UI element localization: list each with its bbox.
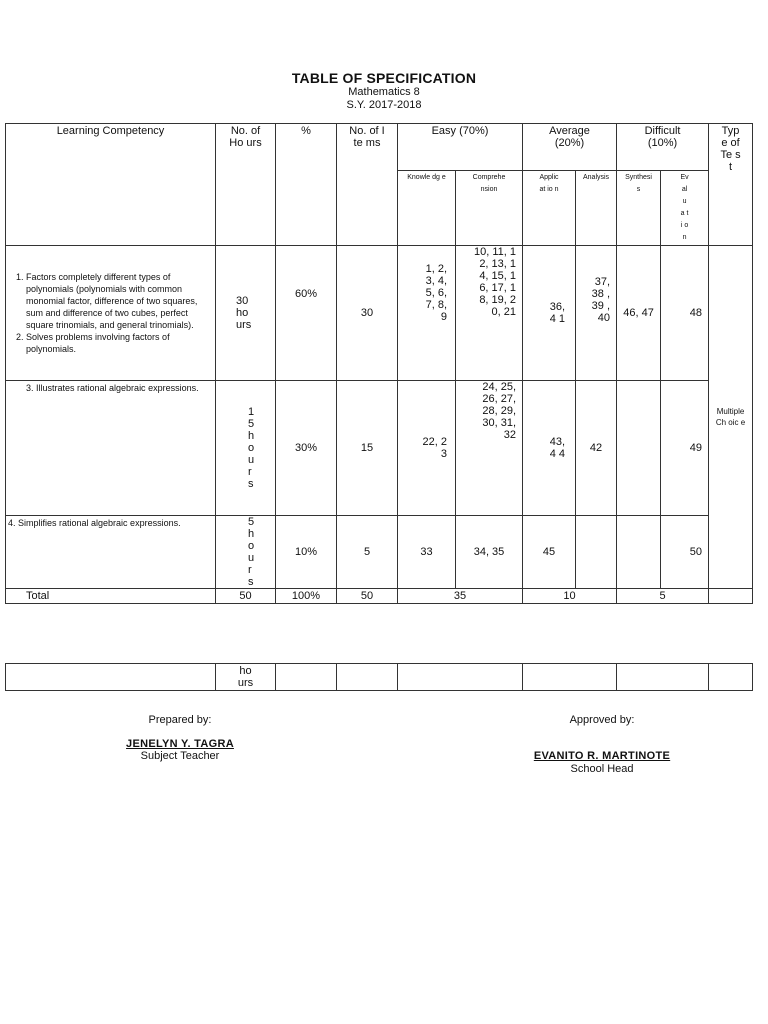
header-type-of-test: Type of Te st <box>709 124 753 246</box>
lower-percent-cell <box>276 664 337 691</box>
application-cell: 45 <box>523 516 576 589</box>
total-difficult: 5 <box>617 589 709 604</box>
comprehension-cell: 10, 11, 12, 13, 14, 15, 16, 17, 18, 19, 20, 21 <box>456 246 523 381</box>
subject-line: Mathematics 8 <box>348 86 420 98</box>
header-knowledge: Knowle dg e <box>398 171 456 246</box>
items-cell: 15 <box>337 381 398 516</box>
table-row <box>6 246 753 381</box>
header-application: Applic at io n <box>523 171 576 246</box>
header-row <box>6 124 753 171</box>
hours-cell: 30 ho urs <box>216 246 276 381</box>
header-percent: % <box>276 124 337 246</box>
total-type <box>709 589 753 604</box>
header-hours: No. of Ho urs <box>216 124 276 246</box>
analysis-cell: 37, 38 , 39 , 40 <box>576 246 617 381</box>
school-year-line: S.Y. 2017-2018 <box>346 99 422 111</box>
competency-item: 2. Solves problems involving factors of polynomials. <box>26 331 213 355</box>
application-cell: 43, 4 4 <box>523 381 576 516</box>
lower-competency-cell <box>6 664 216 691</box>
hours-cell: 15 ho urs <box>216 381 276 516</box>
application-cell: 36, 4 1 <box>523 246 576 381</box>
approved-by-title: School Head <box>570 763 634 775</box>
header-comprehension: Comprehe nsion <box>456 171 523 246</box>
header-average: Average (20%) <box>523 124 617 171</box>
lower-table <box>5 663 753 691</box>
type-of-test-cell: Multiple Ch oic e <box>709 246 753 589</box>
header-synthesis: Synthesi s <box>617 171 661 246</box>
comprehension-cell: 34, 35 <box>456 516 523 589</box>
header-analysis: Analysis <box>576 171 617 246</box>
knowledge-cell: 33 <box>398 516 456 589</box>
approved-by-label: Approved by: <box>569 714 635 726</box>
approved-by-name: EVANITO R. MARTINOTE <box>533 750 671 762</box>
total-percent: 100% <box>276 589 337 604</box>
table-row <box>6 516 753 589</box>
analysis-cell <box>576 516 617 589</box>
synthesis-cell <box>617 381 661 516</box>
evaluation-cell: 48 <box>661 246 709 381</box>
header-competency: Learning Competency <box>6 124 216 246</box>
specification-table <box>5 123 753 604</box>
knowledge-cell: 22, 2 3 <box>398 381 456 516</box>
total-easy: 35 <box>398 589 523 604</box>
competency-cell: 3. Illustrates rational algebraic expressions. <box>6 381 216 516</box>
percent-cell: 60% <box>276 246 337 381</box>
lower-items-cell <box>337 664 398 691</box>
document-title: TABLE OF SPECIFICATION <box>291 70 477 86</box>
competency-cell <box>6 246 216 381</box>
total-items: 50 <box>337 589 398 604</box>
total-label: Total <box>6 589 216 604</box>
table-row <box>6 664 753 691</box>
evaluation-cell: 50 <box>661 516 709 589</box>
total-average: 10 <box>523 589 617 604</box>
lower-difficult-cell <box>617 664 709 691</box>
analysis-cell: 42 <box>576 381 617 516</box>
prepared-by-name: JENELYN Y. TAGRA <box>126 738 234 750</box>
header-difficult: Difficult (10%) <box>617 124 709 171</box>
lower-easy-cell <box>398 664 523 691</box>
lower-hours-cell: ho urs <box>216 664 276 691</box>
evaluation-cell: 49 <box>661 381 709 516</box>
synthesis-cell: 46, 47 <box>617 246 661 381</box>
knowledge-cell: 1, 2, 3, 4, 5, 6, 7, 8, 9 <box>398 246 456 381</box>
table-row <box>6 381 753 516</box>
hours-cell: 5 ho urs <box>216 516 276 589</box>
items-cell: 30 <box>337 246 398 381</box>
header-easy: Easy (70%) <box>398 124 523 171</box>
competency-cell: 4. Simplifies rational algebraic expressions. <box>6 516 216 589</box>
header-evaluation: Eval u a t i o n <box>661 171 709 246</box>
lower-type-cell <box>709 664 753 691</box>
prepared-by-label: Prepared by: <box>148 714 212 726</box>
lower-average-cell <box>523 664 617 691</box>
prepared-by-title: Subject Teacher <box>140 750 220 762</box>
percent-cell: 30% <box>276 381 337 516</box>
total-row <box>6 589 753 604</box>
competency-item: 1. Factors completely different types of polynomials (polynomials with common monomial factor, difference of two squares, sum and difference of two cubes, perfect square trinomials, and general trinomials). <box>26 271 213 331</box>
header-items: No. of Ite ms <box>337 124 398 246</box>
percent-cell: 10% <box>276 516 337 589</box>
comprehension-cell: 24, 25, 26, 27, 28, 29, 30, 31, 32 <box>456 381 523 516</box>
synthesis-cell <box>617 516 661 589</box>
total-hours: 50 <box>216 589 276 604</box>
items-cell: 5 <box>337 516 398 589</box>
